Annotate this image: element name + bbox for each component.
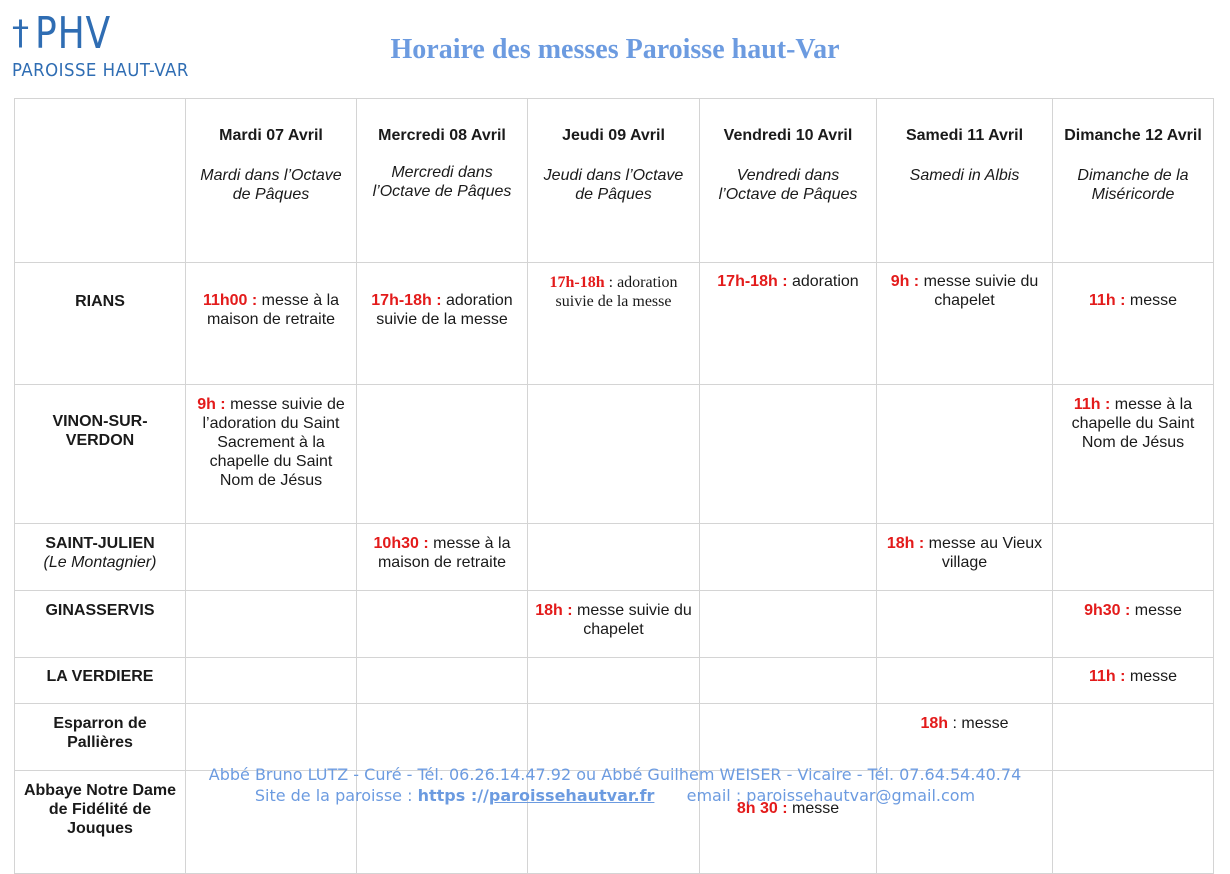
day-header <box>1053 99 1214 263</box>
schedule-cell <box>528 658 700 704</box>
site-prefix: https :// <box>417 786 489 805</box>
day-liturgy: Vendredi dans l’Octave de Pâques <box>718 167 858 203</box>
schedule-cell <box>528 263 700 385</box>
schedule-cell <box>357 704 528 771</box>
schedule-cell <box>528 524 700 591</box>
day-name: Mercredi 08 Avril <box>378 127 506 144</box>
mass-description: messe à la chapelle du Saint Nom de Jésus <box>1071 396 1195 451</box>
mass-time: 11h00 : <box>202 292 258 309</box>
mass-description: messe à la maison de retraite <box>206 292 340 328</box>
place-vinon: VINON-SUR-VERDON <box>15 385 186 524</box>
table-row <box>15 524 1214 591</box>
mass-description: messe au Vieux village <box>928 535 1043 571</box>
place-la-verdiere: LA VERDIERE <box>15 658 186 704</box>
day-liturgy: Mercredi dans l’Octave de Pâques <box>372 164 512 200</box>
schedule-cell <box>186 658 357 704</box>
mass-description: messe à la maison de retraite <box>377 535 511 571</box>
mass-time: 10h30 : <box>373 535 429 552</box>
footer-contacts: Abbé Bruno LUTZ - Curé - Tél. 06.26.14.47.92 ou Abbé Guilhem WEISER - Vicaire - Tél. 07.64.54.40.74 <box>208 765 1022 784</box>
schedule-cell <box>528 591 700 658</box>
day-liturgy: Jeudi dans l’Octave de Pâques <box>543 167 684 203</box>
mass-time: 18h <box>920 715 949 732</box>
mass-time: 11h : <box>1073 396 1111 413</box>
day-header <box>528 99 700 263</box>
place-subtitle: (Le Montagnier) <box>43 554 157 571</box>
day-name: Mardi 07 Avril <box>219 127 323 144</box>
mass-description: adoration <box>791 273 859 290</box>
schedule-cell <box>877 704 1053 771</box>
mass-description: : messe <box>952 715 1009 732</box>
mass-time: 9h30 : <box>1084 602 1131 619</box>
cross-icon: † <box>12 13 29 53</box>
schedule-cell <box>1053 385 1214 524</box>
schedule-cell <box>357 385 528 524</box>
place-saint-julien <box>15 524 186 591</box>
mass-description: : adoration suivie de la messe <box>555 274 678 310</box>
schedule-cell <box>877 658 1053 704</box>
mass-description: messe <box>792 800 840 817</box>
mass-time: 17h-18h : <box>717 273 788 290</box>
schedule-cell <box>877 591 1053 658</box>
day-name: Dimanche 12 Avril <box>1064 127 1202 144</box>
site-label: Site de la paroisse : <box>254 786 413 805</box>
mass-schedule-table <box>14 98 1214 874</box>
schedule-cell <box>700 524 877 591</box>
schedule-cell <box>700 658 877 704</box>
schedule-cell <box>700 385 877 524</box>
schedule-cell <box>357 591 528 658</box>
day-header <box>357 99 528 263</box>
logo-parish-name: PAROISSE HAUT-VAR <box>12 60 189 81</box>
table-row <box>15 704 1214 771</box>
logo-abbreviation: PHV <box>35 8 112 59</box>
mass-description: messe <box>1129 292 1178 309</box>
schedule-cell <box>700 704 877 771</box>
schedule-cell <box>1053 591 1214 658</box>
mass-description: messe suivie de l’adoration du Saint Sacrement à la chapelle du Saint Nom de Jésus <box>202 396 345 489</box>
schedule-cell <box>1053 263 1214 385</box>
schedule-cell <box>700 591 877 658</box>
site-link[interactable]: paroissehautvar.fr <box>488 786 655 805</box>
mass-time: 11h : <box>1088 292 1126 309</box>
page-title: Horaire des messes Paroisse haut-Var <box>390 34 840 65</box>
day-header <box>186 99 357 263</box>
day-liturgy: Mardi dans l’Octave de Pâques <box>200 167 342 203</box>
day-header <box>700 99 877 263</box>
mass-description: messe suivie du chapelet <box>923 273 1039 309</box>
schedule-cell <box>877 524 1053 591</box>
mass-description: messe <box>1134 602 1182 619</box>
mass-time: 17h-18h : <box>371 292 442 309</box>
table-row <box>15 658 1214 704</box>
mass-time: 9h : <box>197 396 226 413</box>
mass-time: 18h : <box>535 602 573 619</box>
schedule-cell <box>186 704 357 771</box>
footer-site <box>0 785 1230 806</box>
table-row <box>15 385 1214 524</box>
corner-cell <box>15 99 186 263</box>
schedule-cell <box>357 524 528 591</box>
mass-description: messe suivie du chapelet <box>577 602 692 638</box>
schedule-cell <box>1053 658 1214 704</box>
schedule-cell <box>186 263 357 385</box>
schedule-cell <box>186 385 357 524</box>
place-abbaye: Abbaye Notre Dame de Fidélité de Jouques <box>15 771 186 874</box>
place-name: SAINT-JULIEN <box>45 535 155 552</box>
schedule-cell <box>186 524 357 591</box>
day-name: Vendredi 10 Avril <box>723 127 853 144</box>
schedule-cell <box>1053 524 1214 591</box>
table-header-row <box>15 99 1214 263</box>
table-row <box>15 591 1214 658</box>
footer-email[interactable]: email : paroissehautvar@gmail.com <box>686 786 976 805</box>
schedule-cell <box>528 704 700 771</box>
mass-time: 11h : <box>1088 668 1126 685</box>
mass-time: 8h 30 : <box>736 800 788 817</box>
schedule-cell <box>877 263 1053 385</box>
day-name: Jeudi 09 Avril <box>562 127 665 144</box>
schedule-cell <box>357 658 528 704</box>
schedule-cell <box>186 591 357 658</box>
table-row <box>15 263 1214 385</box>
mass-time: 9h : <box>890 273 920 290</box>
place-esparron: Esparron de Pallières <box>15 704 186 771</box>
day-liturgy: Samedi in Albis <box>909 167 1020 184</box>
mass-description: messe <box>1129 668 1178 685</box>
day-liturgy: Dimanche de la Miséricorde <box>1077 167 1189 203</box>
place-rians: RIANS <box>15 263 186 385</box>
schedule-cell <box>357 263 528 385</box>
mass-time: 17h-18h <box>549 274 605 291</box>
mass-description: adoration suivie de la messe <box>376 292 513 328</box>
mass-time: 18h : <box>886 535 925 552</box>
schedule-cell <box>1053 704 1214 771</box>
day-name: Samedi 11 Avril <box>905 127 1024 144</box>
day-header <box>877 99 1053 263</box>
schedule-cell <box>877 385 1053 524</box>
schedule-cell <box>700 263 877 385</box>
place-ginasservis: GINASSERVIS <box>15 591 186 658</box>
schedule-cell <box>528 385 700 524</box>
